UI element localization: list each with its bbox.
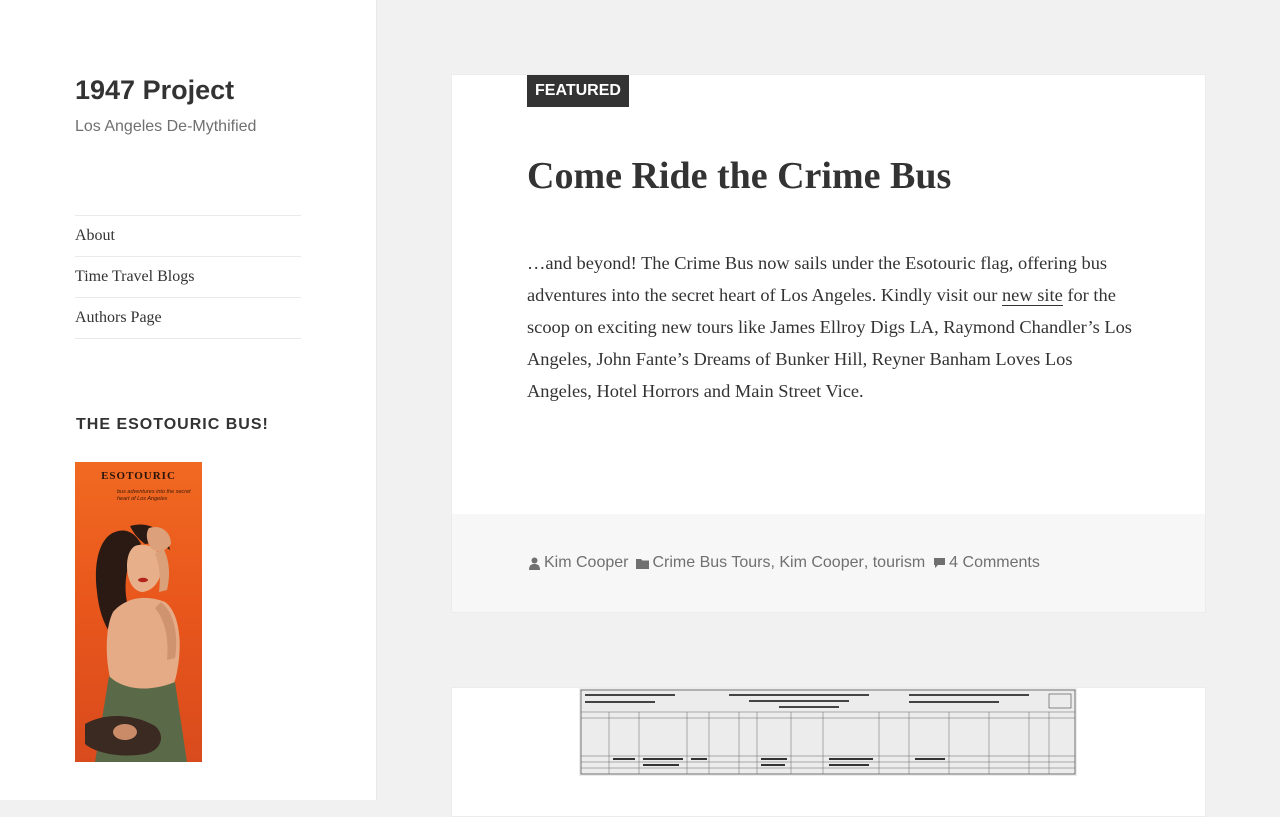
post-title[interactable]: Come Ride the Crime Bus: [527, 155, 952, 197]
category-link-tourism[interactable]: tourism: [872, 554, 926, 571]
census-document-image[interactable]: [579, 688, 1077, 776]
nav-link-time-travel-blogs[interactable]: Time Travel Blogs: [75, 268, 195, 285]
post-comments: [932, 554, 1040, 572]
nav-link-about[interactable]: About: [75, 227, 115, 244]
featured-post-card: [451, 74, 1206, 613]
sidebar: [0, 0, 377, 800]
nav-item: [75, 257, 301, 298]
post-content-text: …and beyond! The Crime Bus now sails under the Esotouric flag, offering bus adventures into the secret heart of Los Angeles. Kindly visit our: [527, 253, 1108, 305]
category-link-crime-bus-tours[interactable]: Crime Bus Tours: [652, 554, 771, 571]
comments-link[interactable]: 4 Comments: [949, 554, 1040, 571]
new-site-link[interactable]: new site: [1001, 285, 1063, 305]
nav-item: [75, 216, 301, 257]
category-separator: ,: [770, 554, 780, 571]
comment-bubble-icon: [932, 556, 946, 570]
category-separator: ,: [863, 554, 873, 571]
post-content-text-continued: for the scoop on exciting new tours like James Ellroy Digs LA, Raymond Chandler’s Los Angeles, John Fante’s Dreams of Bunker Hill, Reyner Banham Loves Los Angeles, Hotel Horrors and Main Street Vice.: [527, 285, 1132, 401]
person-icon: [527, 556, 541, 570]
site-tagline: Los Angeles De-Mythified: [75, 118, 257, 135]
nav-link-authors-page[interactable]: Authors Page: [75, 309, 162, 326]
poster-subtitle-text: bus adventures into the secret heart of Los Angeles: [117, 489, 191, 502]
next-post-card: [451, 687, 1206, 817]
poster-brand-text: ESOTOURIC: [101, 470, 176, 482]
nav-item: [75, 298, 301, 339]
esotouric-poster-image[interactable]: [75, 462, 202, 762]
folder-icon: [635, 556, 649, 570]
post-author: [527, 554, 628, 572]
site-title[interactable]: 1947 Project: [75, 75, 235, 105]
main-navigation: [75, 215, 301, 339]
category-link-kim-cooper[interactable]: Kim Cooper: [779, 554, 864, 571]
pulp-illustration: [75, 462, 202, 762]
census-sheet-illustration: [579, 688, 1077, 776]
author-link[interactable]: Kim Cooper: [544, 554, 629, 571]
featured-badge: FEATURED: [527, 75, 629, 107]
post-content: [527, 247, 1135, 407]
post-categories: [635, 554, 925, 572]
widget-title: THE ESOTOURIC BUS!: [76, 416, 269, 433]
post-meta-footer: [452, 514, 1205, 612]
